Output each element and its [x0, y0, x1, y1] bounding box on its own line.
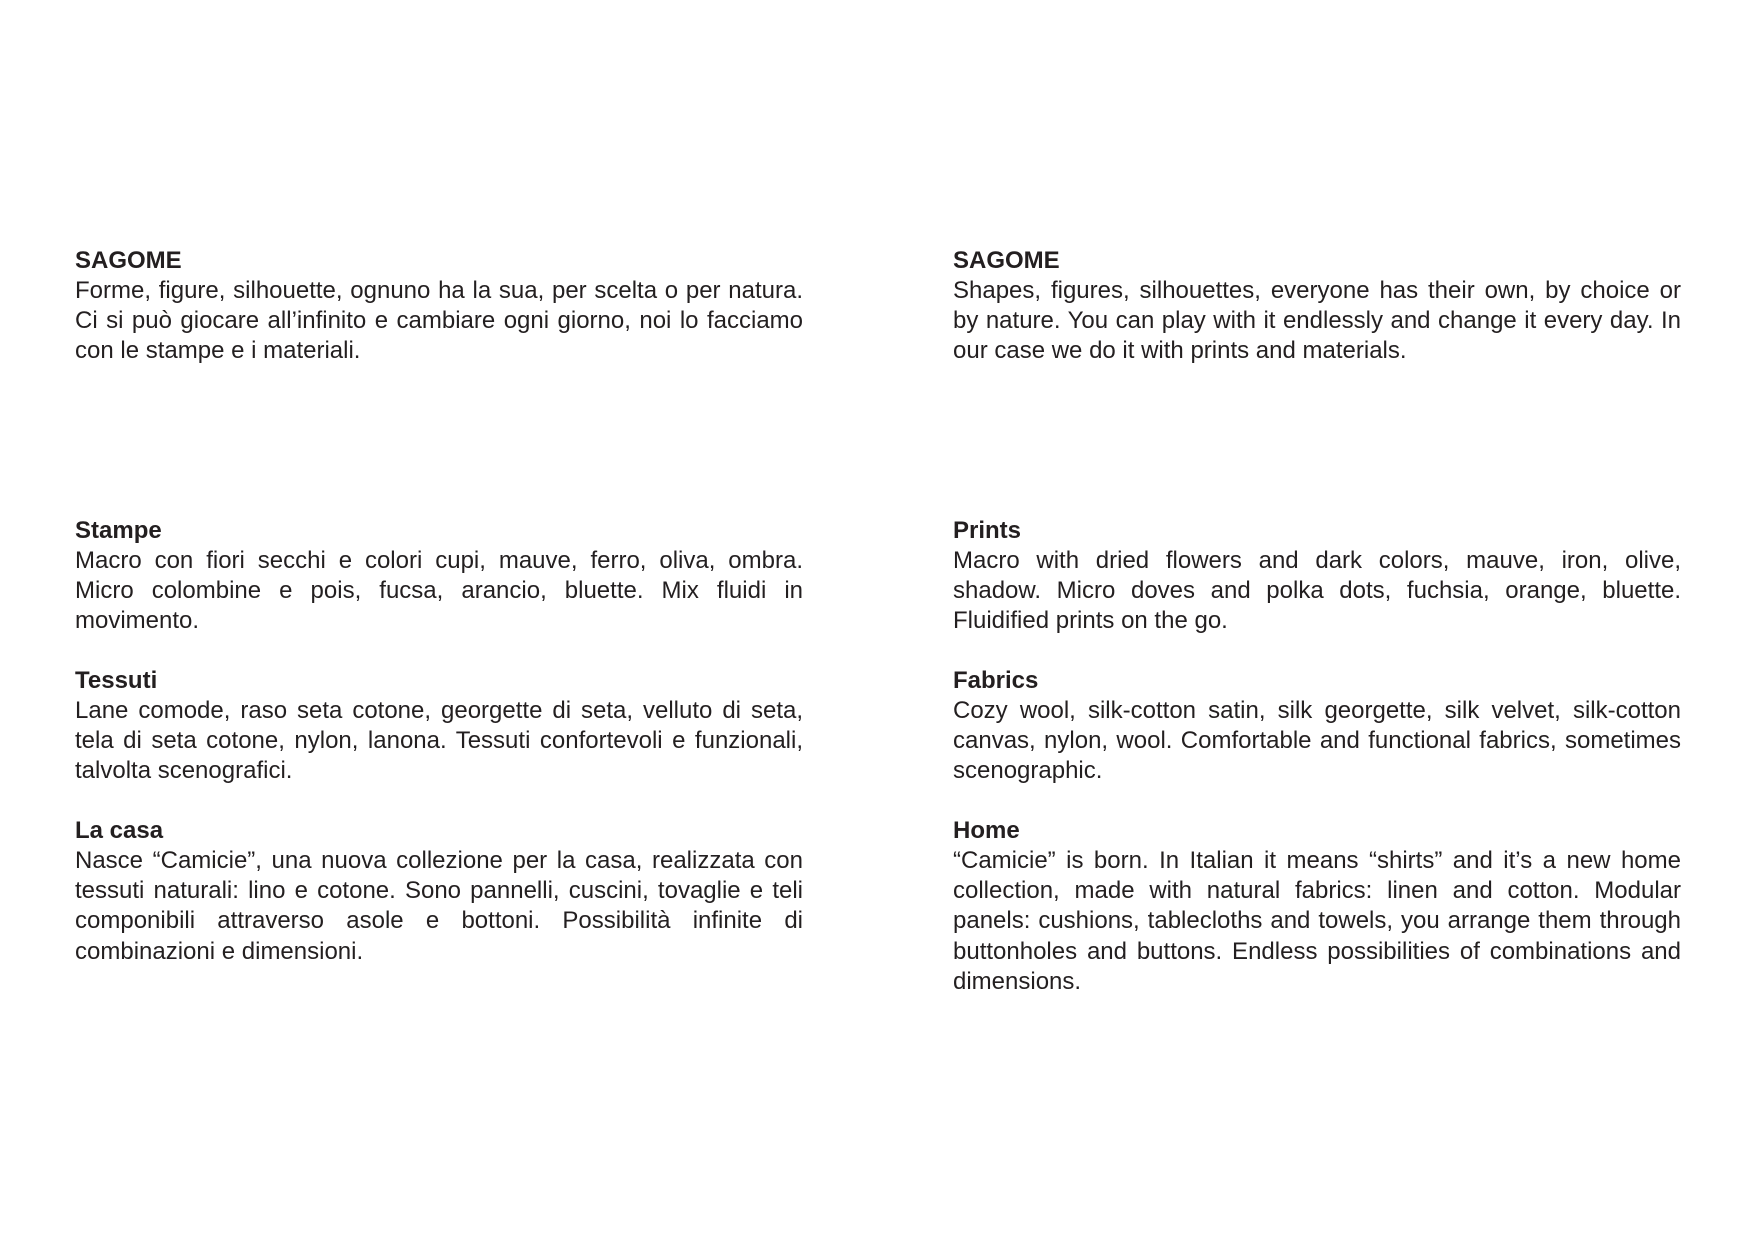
section-block-it-la-casa — [75, 816, 803, 967]
intro-text-en: Shapes, figures, silhouettes, everyone has their own, by choice or by nature. You can play with it endlessly and change it every day. In our case we do it with prints and materials. — [953, 277, 1681, 365]
intro-heading-it: SAGOME — [75, 247, 182, 274]
section-text-en-prints: Macro with dried flowers and dark colors, mauve, iron, olive, shadow. Micro doves and polka dots, fuchsia, orange, bluette. Fluidified prints on the go. — [953, 547, 1681, 635]
section-text-it-la-casa: Nasce “Camicie”, una nuova collezione per la casa, realizzata con tessuti naturali: lino e cotone. Sono pannelli, cuscini, tovaglie e teli componibili attraverso asole e bottoni. Possibilità infinite di combinazioni e dimensioni. — [75, 847, 803, 965]
section-text-it-tessuti: Lane comode, raso seta cotone, georgette di seta, velluto di seta, tela di seta cotone, nylon, lanona. Tessuti confortevoli e funzionali, talvolta scenografici. — [75, 697, 803, 785]
section-text-en-fabrics: Cozy wool, silk-cotton satin, silk georgette, silk velvet, silk-cotton canvas, nylon, wool. Comfortable and functional fabrics, sometimes scenographic. — [953, 697, 1681, 785]
section-block-en-prints — [953, 516, 1681, 637]
intro-block-it — [75, 246, 803, 367]
intro-block-en — [953, 246, 1681, 367]
section-block-en-fabrics — [953, 666, 1681, 787]
section-heading-en-prints: Prints — [953, 517, 1022, 544]
section-block-it-stampe — [75, 516, 803, 637]
section-heading-it-tessuti: Tessuti — [75, 667, 158, 694]
section-text-it-stampe: Macro con fiori secchi e colori cupi, mauve, ferro, oliva, ombra. Micro colombine e pois, fucsa, arancio, bluette. Mix fluidi in movimento. — [75, 547, 803, 635]
section-heading-en-fabrics: Fabrics — [953, 667, 1039, 694]
section-block-en-home — [953, 816, 1681, 997]
section-heading-en-home: Home — [953, 817, 1020, 844]
intro-heading-en: SAGOME — [953, 247, 1060, 274]
section-block-it-tessuti — [75, 666, 803, 787]
section-text-en-home: “Camicie” is born. In Italian it means “shirts” and it’s a new home collection, made with natural fabrics: linen and cotton. Modular panels: cushions, tablecloths and towels, you arrange them through buttonholes and buttons. Endless possibilities of combinations and dimensions. — [953, 847, 1681, 995]
section-heading-it-stampe: Stampe — [75, 517, 162, 544]
intro-text-it: Forme, figure, silhouette, ognuno ha la sua, per scelta o per natura. Ci si può giocare all’infinito e cambiare ogni giorno, noi lo facciamo con le stampe e i materiali. — [75, 277, 803, 365]
section-heading-it-la-casa: La casa — [75, 817, 164, 844]
